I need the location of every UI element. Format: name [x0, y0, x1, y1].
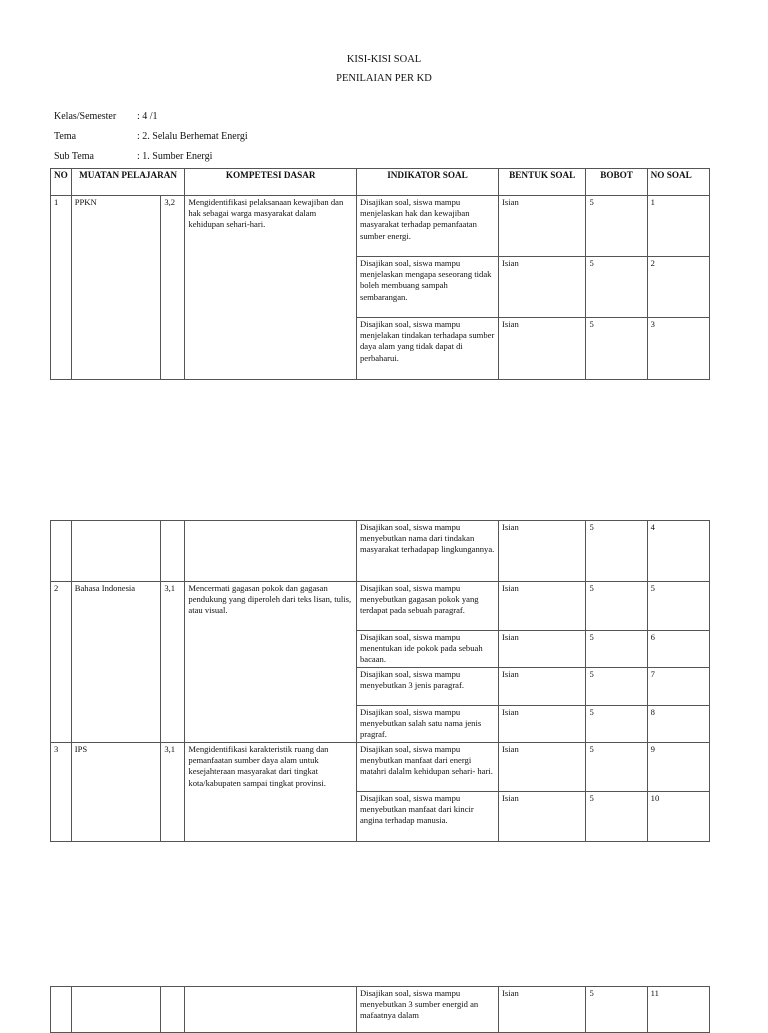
row-question-number: 1	[647, 196, 709, 257]
header-kompetensi: KOMPETESI DASAR	[185, 169, 357, 196]
row-number: 1	[51, 196, 72, 380]
row-indicator: Disajikan soal, siswa mampu menjelakan tindakan terhadapa sumber daya alam yang tidak dapat di perbaharui.	[356, 318, 498, 380]
row-number: 3	[51, 743, 72, 842]
table-row	[51, 987, 710, 1033]
row-subject: PPKN	[71, 196, 161, 380]
meta-tema-label: Tema	[54, 131, 77, 142]
table-row	[51, 521, 710, 582]
meta-tema-value: : 2. Selalu Berhemat Energi	[137, 131, 248, 142]
row-question-type: Isian	[499, 706, 586, 743]
row-question-type: Isian	[499, 987, 586, 1033]
row-question-number: 4	[647, 521, 709, 582]
row-question-type: Isian	[499, 668, 586, 706]
document-subtitle: PENILAIAN PER KD	[336, 73, 432, 84]
header-bentuk: BENTUK SOAL	[499, 169, 586, 196]
kisi-table-page-2	[50, 520, 710, 842]
meta-subtema-label: Sub Tema	[54, 151, 94, 162]
row-question-number: 8	[647, 706, 709, 743]
meta-kelas-label: Kelas/Semester	[54, 111, 117, 122]
row-weight: 5	[586, 257, 647, 318]
row-number	[51, 987, 72, 1033]
row-number: 2	[51, 582, 72, 743]
row-kd-number: 3,1	[161, 743, 185, 842]
row-weight: 5	[586, 196, 647, 257]
header-indikator: INDIKATOR SOAL	[356, 169, 498, 196]
row-weight: 5	[586, 706, 647, 743]
row-indicator: Disajikan soal, siswa mampu menjelaskan hak dan kewajiban masyarakat terhadap pemanfaatan sumber energi.	[356, 196, 498, 257]
row-indicator: Disajikan soal, siswa mampu menyebutkan salah satu nama jenis pragraf.	[356, 706, 498, 743]
row-indicator: Disajikan soal, siswa mampu menyebutkan 3 sumber energid an mafaatnya dalam	[356, 987, 498, 1033]
row-question-type: Isian	[499, 196, 586, 257]
row-question-type: Isian	[499, 582, 586, 631]
row-indicator: Disajikan soal, siswa mampu menyebutkan 3 jenis paragraf.	[356, 668, 498, 706]
row-competency: Mencermati gagasan pokok dan gagasan pendukung yang diperoleh dari teks lisan, tulis, atau visual.	[185, 582, 357, 743]
row-subject	[71, 521, 161, 582]
row-question-number: 11	[647, 987, 709, 1033]
row-weight: 5	[586, 318, 647, 380]
row-competency: Mengidentifikasi karakteristik ruang dan pemanfaatan sumber daya alam untuk kesejahteraan masyarakat dari tingkat kota/kabupaten sampai tingkat provinsi.	[185, 743, 357, 842]
row-question-number: 6	[647, 631, 709, 668]
header-nosoal: NO SOAL	[647, 169, 709, 196]
row-weight: 5	[586, 987, 647, 1033]
meta-kelas-value: : 4 /1	[137, 111, 158, 122]
row-question-number: 7	[647, 668, 709, 706]
row-question-number: 2	[647, 257, 709, 318]
row-indicator: Disajikan soal, siswa mampu menybutkan manfaat dari energi matahri dalalm kehidupan sehari- hari.	[356, 743, 498, 792]
header-bobot: BOBOT	[586, 169, 647, 196]
row-weight: 5	[586, 631, 647, 668]
row-question-type: Isian	[499, 318, 586, 380]
row-subject: Bahasa Indonesia	[71, 582, 161, 743]
row-weight: 5	[586, 668, 647, 706]
meta-subtema-value: : 1. Sumber Energi	[137, 151, 213, 162]
row-question-type: Isian	[499, 631, 586, 668]
table-header-row	[51, 169, 710, 196]
row-kd-number	[161, 987, 185, 1033]
row-question-number: 5	[647, 582, 709, 631]
kisi-table-page-3	[50, 986, 710, 1033]
row-subject: IPS	[71, 743, 161, 842]
row-question-type: Isian	[499, 792, 586, 842]
row-kd-number	[161, 521, 185, 582]
document-title: KISI-KISI SOAL	[346, 54, 422, 65]
row-weight: 5	[586, 743, 647, 792]
header-no: NO	[51, 169, 72, 196]
table-row	[51, 743, 710, 792]
row-competency	[185, 521, 357, 582]
row-kd-number: 3,1	[161, 582, 185, 743]
row-indicator: Disajikan soal, siswa mampu menyebutkan gagasan pokok yang terdapat pada sebuah paragraf.	[356, 582, 498, 631]
row-question-type: Isian	[499, 521, 586, 582]
row-question-number: 3	[647, 318, 709, 380]
row-indicator: Disajikan soal, siswa mampu menyebutkan manfaat dari kincir angina terhadap manusia.	[356, 792, 498, 842]
row-question-number: 10	[647, 792, 709, 842]
row-subject	[71, 987, 161, 1033]
row-indicator: Disajikan soal, siswa mampu menyebutkan nama dari tindakan masyarakat terhadapap lingkungannya.	[356, 521, 498, 582]
row-weight: 5	[586, 582, 647, 631]
row-weight: 5	[586, 792, 647, 842]
kisi-table-page-1	[50, 168, 710, 380]
row-question-number: 9	[647, 743, 709, 792]
row-competency	[185, 987, 357, 1033]
row-indicator: Disajikan soal, siswa mampu menentukan ide pokok pada sebuah bacaan.	[356, 631, 498, 668]
row-indicator: Disajikan soal, siswa mampu menjelaskan mengapa seseorang tidak boleh membuang sampah sembarangan.	[356, 257, 498, 318]
row-weight: 5	[586, 521, 647, 582]
row-question-type: Isian	[499, 743, 586, 792]
row-kd-number: 3,2	[161, 196, 185, 380]
row-number	[51, 521, 72, 582]
table-row	[51, 196, 710, 257]
row-question-type: Isian	[499, 257, 586, 318]
header-muatan: MUATAN PELAJARAN	[71, 169, 185, 196]
table-row	[51, 582, 710, 631]
row-competency: Mengidentifikasi pelaksanaan kewajiban dan hak sebagai warga masyarakat dalam kehidupan sehari-hari.	[185, 196, 357, 380]
